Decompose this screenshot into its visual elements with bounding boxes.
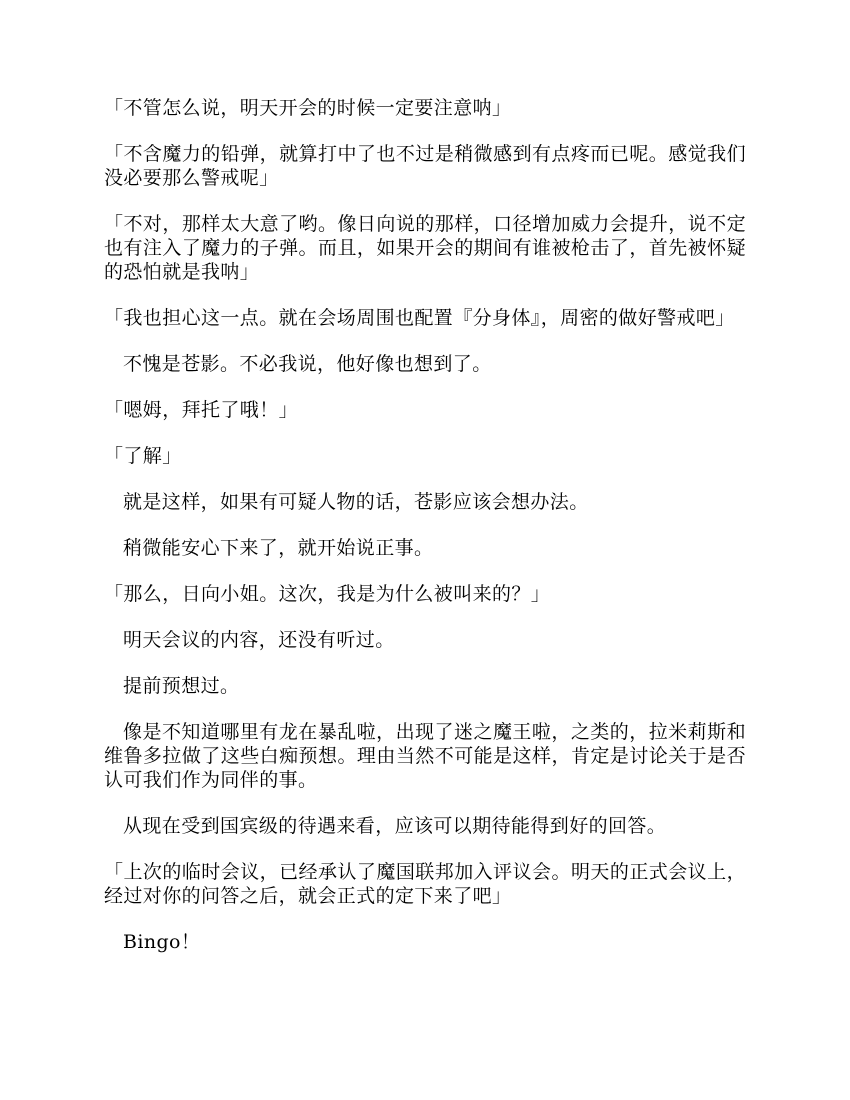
paragraph: 「那么，日向小姐。这次，我是为什么被叫来的？」 [104, 583, 551, 605]
paragraph: 不愧是苍影。不必我说，他好像也想到了。 [123, 353, 492, 375]
text-column [104, 96, 746, 976]
paragraph: 「不含魔力的铅弹，就算打中了也不过是稍微感到有点疼而已呢。感觉我们没必要那么警戒呢」 [104, 143, 746, 189]
paragraph: 「嗯姆，拜托了哦！」 [104, 399, 299, 421]
paragraph: 「我也担心这一点。就在会场周围也配置『分身体』，周密的做好警戒吧」 [104, 307, 735, 329]
paragraph: 就是这样，如果有可疑人物的话，苍影应该会想办法。 [123, 491, 589, 513]
paragraph: 「不对，那样太大意了哟。像日向说的那样，口径增加威力会提升，说不定也有注入了魔力的子弹。而且，如果开会的期间有谁被枪击了，首先被怀疑的恐怕就是我呐」 [104, 213, 746, 283]
paragraph: 提前预想过。 [123, 675, 240, 697]
paragraph: 像是不知道哪里有龙在暴乱啦，出现了迷之魔王啦，之类的，拉米莉斯和维鲁多拉做了这些白痴预想。理由当然不可能是这样，肯定是讨论关于是否认可我们作为同伴的事。 [104, 721, 746, 791]
paragraph: 「不管怎么说，明天开会的时候一定要注意呐」 [104, 97, 512, 119]
paragraph: 明天会议的内容，还没有听过。 [123, 629, 395, 651]
paragraph: Bingo！ [123, 931, 201, 953]
paragraph: 「上次的临时会议，已经承认了魔国联邦加入评议会。明天的正式会议上，经过对你的问答之后，就会正式的定下来了吧」 [104, 861, 746, 907]
paragraph: 「了解」 [104, 445, 182, 467]
paragraph: 稍微能安心下来了，就开始说正事。 [123, 537, 434, 559]
paragraph: 从现在受到国宾级的待遇来看，应该可以期待能得到好的回答。 [123, 815, 667, 837]
